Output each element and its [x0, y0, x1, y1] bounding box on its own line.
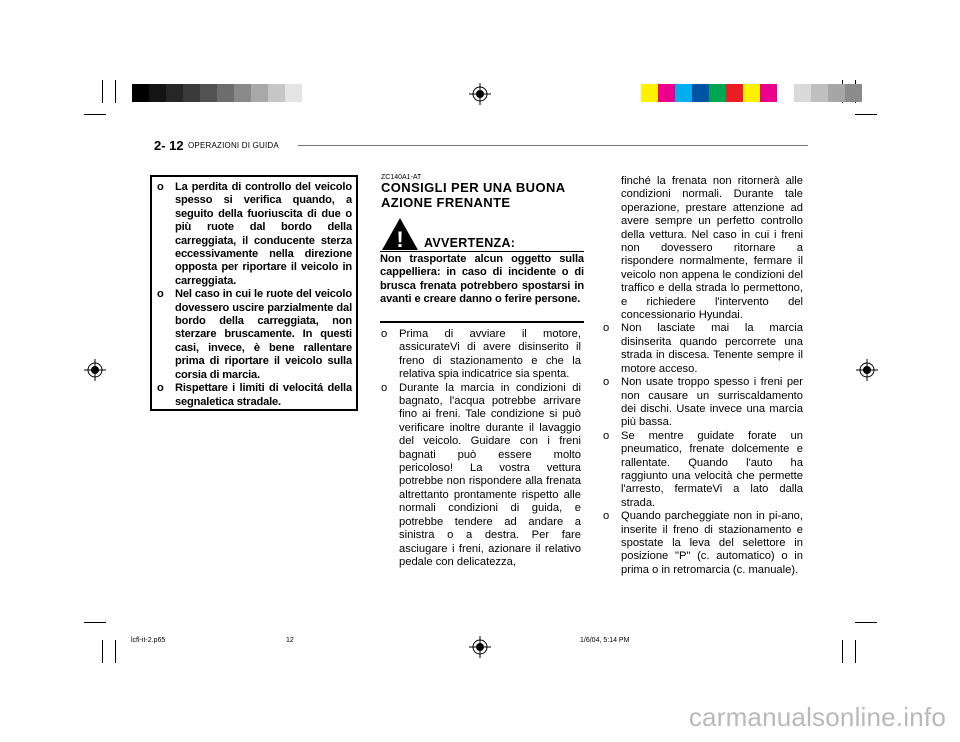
color-swatch: [709, 84, 726, 102]
list-item: o Nel caso in cui le ruote del veicolo dovessero uscire parzialmente dal bordo della carreggiata, non sterzare bruscamente. In questi casi, invece, è bene rallentare prima di riportare il veicolo sulla corsia di marcia.: [157, 288, 352, 382]
color-swatch: [828, 84, 845, 102]
color-swatch: [726, 84, 743, 102]
watermark-link[interactable]: carmanualsonline.info: [688, 702, 946, 732]
color-swatch: [760, 84, 777, 102]
registration-mark-icon: [469, 83, 491, 105]
gray-swatch: [149, 84, 166, 102]
warning-symbol: !: [396, 227, 404, 252]
list-item: o Durante la marcia in condizioni di bagnato, l'acqua potrebbe arrivare fino ai freni. Tale condizione si può verificare inoltre durante il lavaggio del veicolo. Guidare con i freni bagnati può essere molto pericoloso! La vostra vettura potrebbe non rispondere alla frenata altrettanto prontamente rispetto alle normali condizioni di guida, e potrebbe tendere ad andare a sinistra o a destra. Per fare asciugare i freni, azionare il relativo pedale con delicatezza,: [381, 382, 581, 570]
list-item: o La perdita di controllo del veicolo spesso si verifica quando, a seguito della fuoriuscita di due o più ruote dal bordo della carreggiata, il conducente sterza eccessivamente nella direzione opposta per riportare il veicolo in carreggiata.: [157, 181, 352, 288]
gray-swatch: [183, 84, 200, 102]
section-header: OPERAZIONI DI GUIDA: [188, 141, 279, 150]
section-title: CONSIGLI PER UNA BUONA AZIONE FRENANTE: [381, 180, 566, 210]
warning-bottom-rule: [380, 321, 584, 323]
gray-swatch: [251, 84, 268, 102]
color-swatch: [794, 84, 811, 102]
color-calibration-bar: [641, 84, 862, 102]
caution-list: [157, 181, 352, 409]
list-item: o Quando parcheggiate non in pi-ano, inserite il freno di stazionamento e spostate la leva del selettore in posizione "P" (c. automatico) o in prima o in retromarcia (c. manuale).: [603, 510, 803, 577]
color-swatch: [692, 84, 709, 102]
list-item: o Prima di avviare il motore, assicurateVi di avere disinserito il freno di stazionamento e che la relativa spia indicatrice sia spenta.: [381, 328, 581, 382]
list-item: o Rispettare i limiti di velocitá della segnaletica stradale.: [157, 382, 352, 409]
warning-triangle-icon: [380, 216, 420, 252]
registration-mark-icon: [84, 359, 106, 381]
gray-swatch: [268, 84, 285, 102]
gray-swatch: [234, 84, 251, 102]
gray-swatch: [285, 84, 302, 102]
brake-tips-list-2: [603, 175, 803, 577]
list-item: o Se mentre guidate forate un pneumatico, frenate dolcemente e rallentate. Quando l'auto ha raggiunto una velocità che permette l'arresto, fermateVi a lato dalla strada.: [603, 430, 803, 510]
color-swatch: [641, 84, 658, 102]
footer-page: 12: [286, 637, 294, 644]
color-swatch: [675, 84, 692, 102]
brake-tips-list-1: [381, 328, 581, 569]
list-item: o Non lasciate mai la marcia disinserita quando percorrete una strada in discesa. Tenente sempre il motore acceso.: [603, 322, 803, 376]
registration-mark-icon: [469, 636, 491, 658]
caution-box: [150, 175, 358, 411]
footer-timestamp: 1/6/04, 5:14 PM: [580, 637, 630, 644]
color-swatch: [777, 84, 794, 102]
gray-swatch: [200, 84, 217, 102]
grayscale-calibration-bar: [132, 84, 319, 102]
warning-text: Non trasportate alcun oggetto sulla cappelliera: in caso di incidente o di brusca frenata potrebbero spostarsi in avanti e creare danno o ferire persone.: [380, 253, 584, 306]
color-swatch: [658, 84, 675, 102]
gray-swatch: [217, 84, 234, 102]
header-rule: [298, 145, 808, 146]
color-swatch: [845, 84, 862, 102]
gray-swatch: [166, 84, 183, 102]
color-swatch: [743, 84, 760, 102]
page-number: 2- 12: [154, 138, 184, 153]
gray-swatch: [132, 84, 149, 102]
color-swatch: [811, 84, 828, 102]
registration-mark-icon: [856, 359, 878, 381]
gray-swatch: [302, 84, 319, 102]
continuation-paragraph: finché la frenata non ritornerà alle condizioni normali. Durante tale operazione, prestare attenzione ad avere sempre un perfetto controllo della vettura. Nel caso in cui i freni non dovessero ritornare a rispondere normalmente, fermare il veicolo non appena le condizioni del traffico e della strada lo permettono, e richiedere l'intervento del concessionario Hyundai.: [621, 175, 803, 322]
footer-filename: lcfl-it-2.p65: [131, 637, 166, 644]
warning-box: [380, 216, 584, 322]
list-item: o Non usate troppo spesso i freni per non causare un surriscaldamento dei dischi. Usate invece una marcia più bassa.: [603, 376, 803, 430]
warning-heading: AVVERTENZA:: [424, 236, 516, 250]
section-code: ZC140A1-AT: [381, 174, 422, 181]
